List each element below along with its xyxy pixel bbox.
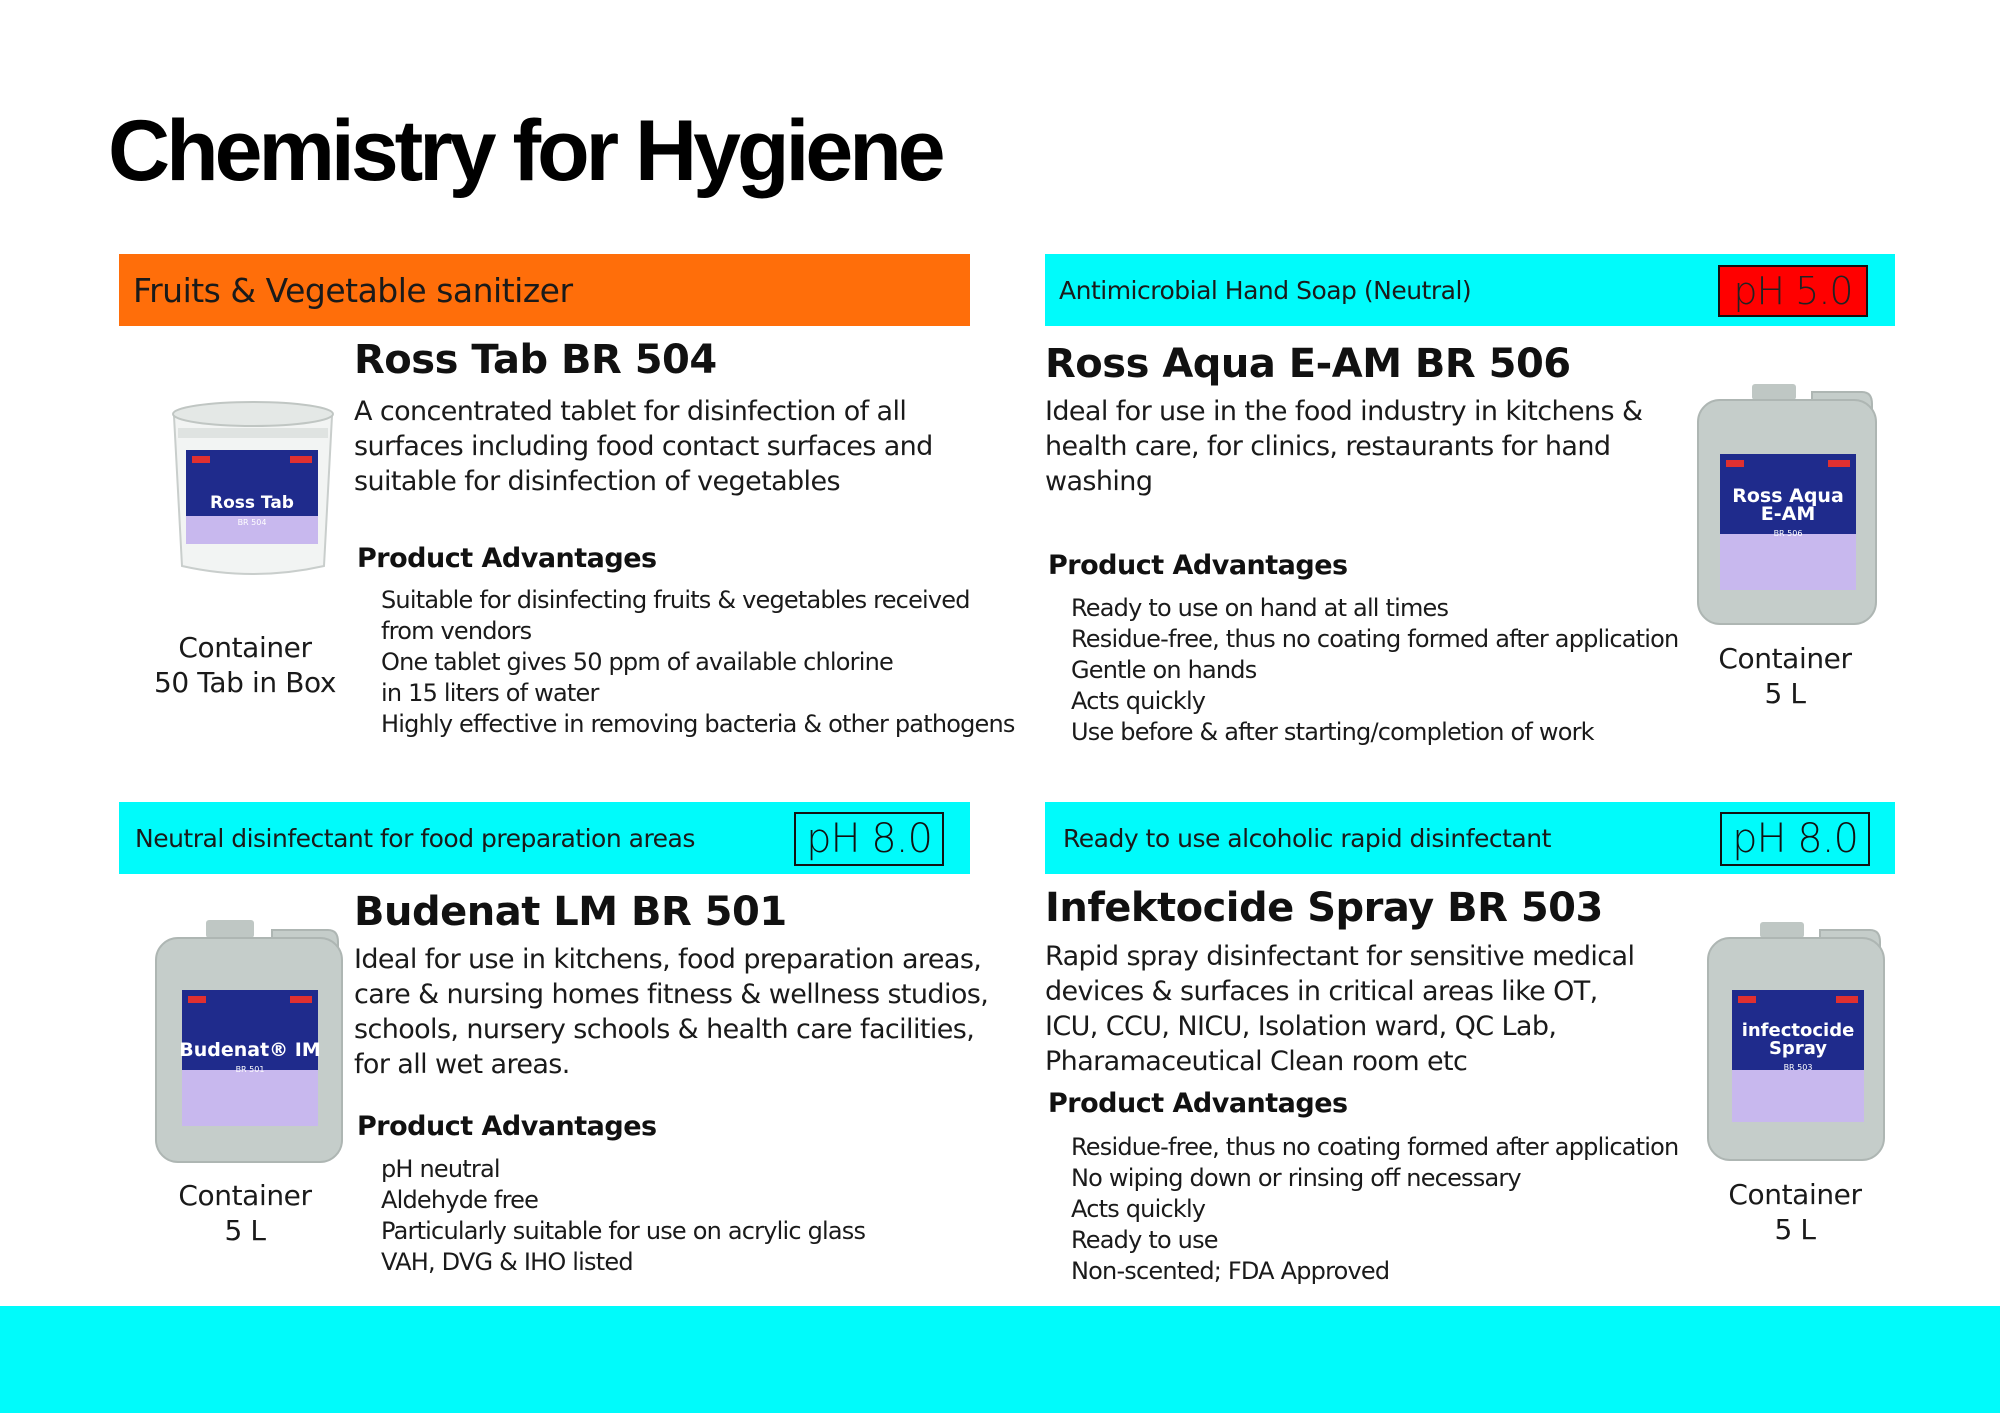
category-band-fruits-vegetable bbox=[119, 254, 970, 326]
jerry-can-icon bbox=[1694, 384, 1880, 628]
svg-text:BR 504: BR 504 bbox=[237, 518, 267, 527]
product-description: Ideal for use in the food industry in kitchens & health care, for clinics, restaurants for hand washing bbox=[1045, 396, 1643, 497]
list-item: Particularly suitable for use on acrylic glass bbox=[381, 1217, 866, 1245]
category-label: Antimicrobial Hand Soap (Neutral) bbox=[1059, 275, 1472, 305]
list-item: Ready to use bbox=[1071, 1226, 1218, 1254]
list-item: Acts quickly bbox=[1071, 1195, 1206, 1223]
svg-text:Ross Tab: Ross Tab bbox=[210, 493, 294, 513]
category-label: Ready to use alcoholic rapid disinfectant bbox=[1063, 823, 1551, 853]
footer-band bbox=[0, 1306, 2000, 1413]
container-info: Container 5 L bbox=[1728, 1178, 1862, 1246]
svg-text:Ross Aqua: Ross Aqua bbox=[1732, 485, 1844, 507]
svg-text:E-AM: E-AM bbox=[1760, 503, 1816, 525]
product-advantages-heading: Product Advantages bbox=[357, 1111, 657, 1142]
product-name-infektocide: Infektocide Spray BR 503 bbox=[1045, 885, 1603, 931]
list-item: Use before & after starting/completion of work bbox=[1071, 718, 1594, 746]
svg-text:Budenat® IM: Budenat® IM bbox=[179, 1039, 321, 1061]
list-item: VAH, DVG & IHO listed bbox=[381, 1248, 633, 1276]
list-item: Gentle on hands bbox=[1071, 656, 1257, 684]
svg-text:BR 501: BR 501 bbox=[235, 1065, 265, 1074]
container-info: Container 50 Tab in Box bbox=[153, 631, 337, 699]
list-item: Highly effective in removing bacteria & other pathogens bbox=[381, 710, 1015, 738]
product-name-ross-aqua: Ross Aqua E-AM BR 506 bbox=[1045, 341, 1571, 387]
list-item: Residue-free, thus no coating formed after application bbox=[1071, 1133, 1679, 1161]
list-item: in 15 liters of water bbox=[381, 679, 599, 707]
container-info: Container 5 L bbox=[1718, 642, 1852, 710]
product-advantages-list bbox=[381, 585, 1015, 740]
list-item: Non-scented; FDA Approved bbox=[1071, 1257, 1390, 1285]
ph-badge: pH 5.0 bbox=[1718, 265, 1868, 317]
list-item: No wiping down or rinsing off necessary bbox=[1071, 1164, 1521, 1192]
tablet-tub-icon bbox=[170, 400, 336, 580]
svg-text:BR 503: BR 503 bbox=[1783, 1063, 1813, 1072]
list-item: Acts quickly bbox=[1071, 687, 1206, 715]
list-item: from vendors bbox=[381, 617, 532, 645]
category-label: Neutral disinfectant for food preparation areas bbox=[135, 823, 695, 853]
category-label: Fruits & Vegetable sanitizer bbox=[133, 270, 573, 310]
svg-text:BR 506: BR 506 bbox=[1773, 529, 1803, 538]
product-advantages-heading: Product Advantages bbox=[1048, 1088, 1348, 1119]
jerry-can-icon bbox=[152, 920, 346, 1166]
product-description: A concentrated tablet for disinfection of all surfaces including food contact surfaces and suitable for disinfection of vegetables bbox=[354, 396, 933, 497]
product-advantages-list bbox=[1071, 593, 1678, 748]
product-advantages-list bbox=[1071, 1132, 1678, 1287]
list-item: One tablet gives 50 ppm of available chlorine bbox=[381, 648, 893, 676]
svg-text:Spray: Spray bbox=[1768, 1038, 1828, 1059]
list-item: Aldehyde free bbox=[381, 1186, 539, 1214]
list-item: Ready to use on hand at all times bbox=[1071, 594, 1449, 622]
product-advantages-list bbox=[381, 1154, 865, 1278]
ph-badge: pH 8.0 bbox=[1720, 812, 1870, 866]
product-advantages-heading: Product Advantages bbox=[357, 543, 657, 574]
svg-text:infectocide: infectocide bbox=[1741, 1020, 1855, 1041]
list-item: pH neutral bbox=[381, 1155, 500, 1183]
list-item: Residue-free, thus no coating formed after application bbox=[1071, 625, 1679, 653]
jerry-can-icon bbox=[1704, 922, 1888, 1164]
list-item: Suitable for disinfecting fruits & vegetables received bbox=[381, 586, 970, 614]
page-title: Chemistry for Hygiene bbox=[108, 103, 942, 199]
product-description: Rapid spray disinfectant for sensitive medical devices & surfaces in critical areas like OT, ICU, CCU, NICU, Isolation ward, QC Lab, Pharamaceutical Clean room etc bbox=[1045, 941, 1635, 1077]
product-name-budenat: Budenat LM BR 501 bbox=[354, 889, 787, 935]
product-name-ross-tab: Ross Tab BR 504 bbox=[354, 337, 717, 383]
product-description: Ideal for use in kitchens, food preparation areas, care & nursing homes fitness & wellness studios, schools, nursery schools & health care facilities, for all wet areas. bbox=[354, 944, 989, 1080]
ph-badge: pH 8.0 bbox=[794, 812, 944, 866]
container-info: Container 5 L bbox=[178, 1179, 312, 1247]
product-advantages-heading: Product Advantages bbox=[1048, 550, 1348, 581]
